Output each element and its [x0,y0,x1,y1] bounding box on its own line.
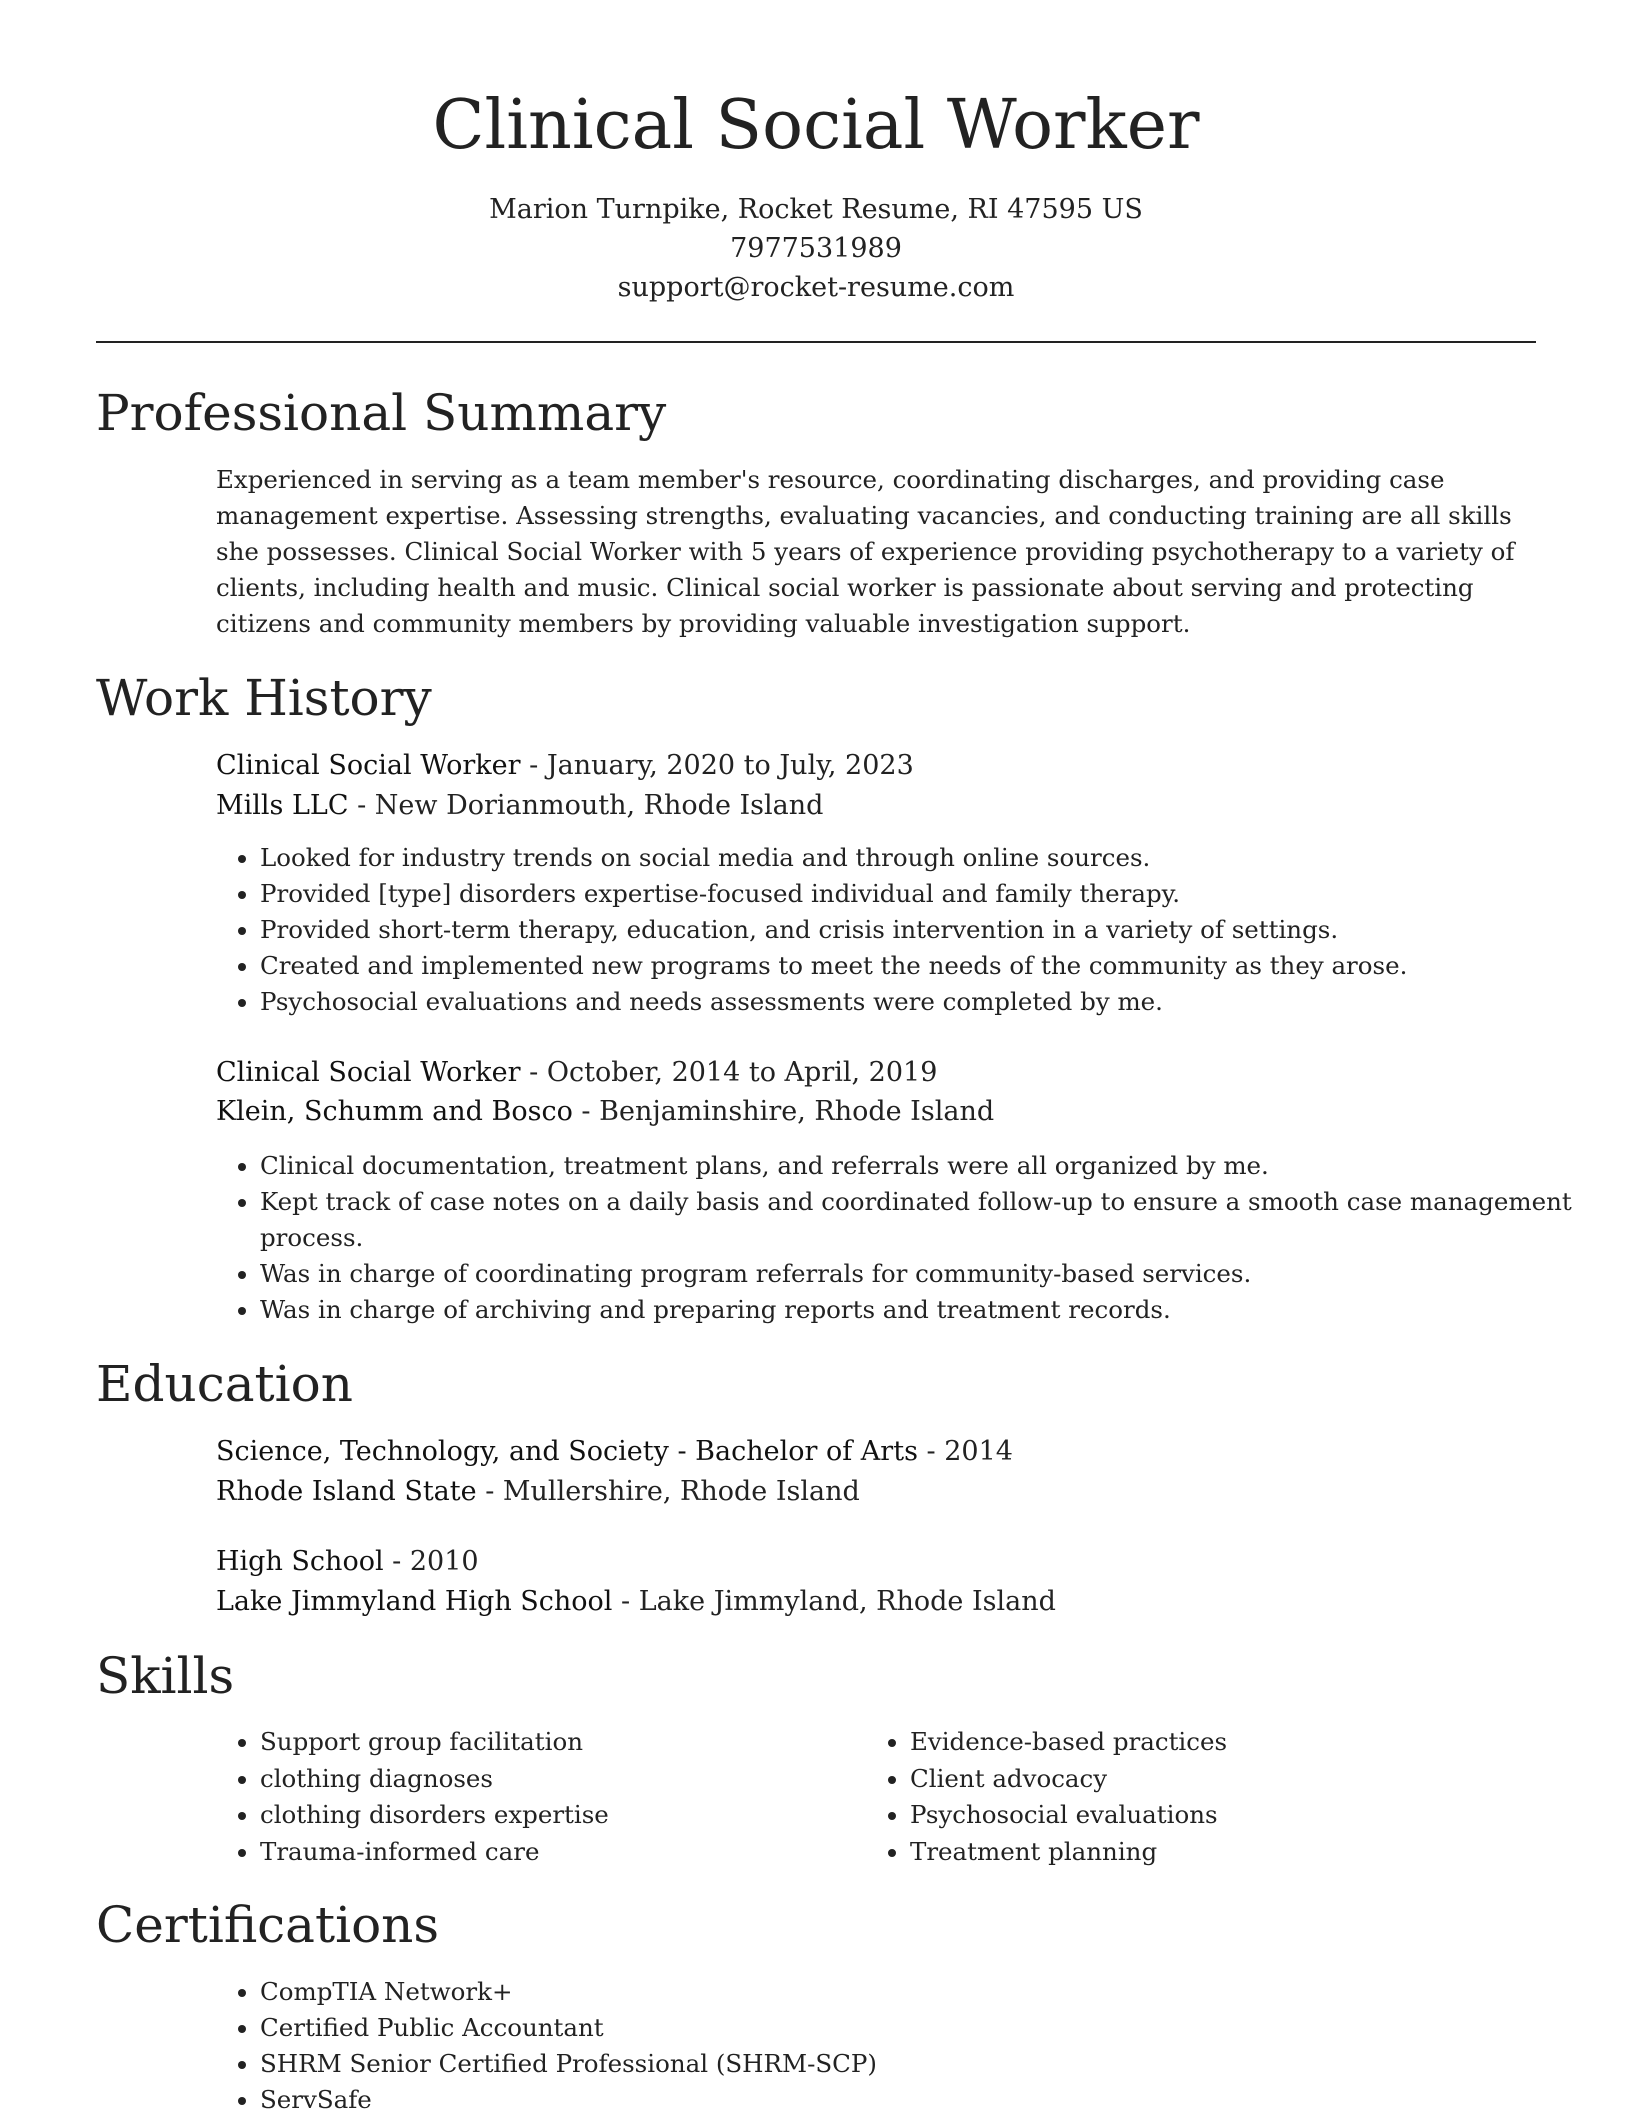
section-title-summary: Professional Summary [96,384,667,442]
skill-item: • Evidence-based practices [910,1724,1510,1761]
job-bullet: • Provided [type] disorders expertise-focused individual and family therapy. [260,876,1580,912]
job-bullet: • Was in charge of coordinating program referrals for community-based services. [260,1256,1580,1292]
certification-item: • CompTIA Network+ [260,1974,1580,2010]
job-bullets [216,1148,1580,1328]
education-school: Rhode Island State [216,1476,477,1507]
job-title-line [216,746,914,786]
summary-text: Experienced in serving as a team member's resource, coordinating discharges, and providing case management expertise. Assessing strengths, evaluating vacancies, and conducting training are all skills she possesses. Clinical Social Worker with 5 years of experience providing psychotherapy to a variety of clients, including health and music. Clinical social worker is passionate about serving and protecting citizens and community members by providing valuable investigation support. [216,465,1515,638]
job-bullet: • Created and implemented new programs to meet the needs of the community as they arose. [260,948,1580,984]
job-role: Clinical Social Worker [216,750,521,781]
skill-item: • Trauma-informed care [260,1834,860,1871]
education-year: - 2010 [383,1546,479,1577]
certification-item: • ServSafe [260,2082,1580,2118]
skill-item: • clothing diagnoses [260,1761,860,1798]
job-dates: - January, 2020 to July, 2023 [520,750,914,781]
job-bullet: • Psychosocial evaluations and needs assessments were completed by me. [260,984,1580,1020]
certification-item: • Certified Public Accountant [260,2010,1580,2046]
education-school-line [216,1582,1056,1622]
section-title-skills: Skills [96,1647,235,1705]
section-title-certifications: Certifications [96,1896,440,1954]
education-degree-line [216,1542,479,1582]
education-degree: High School [216,1546,384,1577]
job-company: Mills LLC [216,790,349,821]
job-bullet: • Provided short-term therapy, education, and crisis intervention in a variety of settings. [260,912,1580,948]
certification-item: • SHRM Senior Certified Professional (SHRM-SCP) [260,2046,1580,2082]
job-company-line [216,1092,994,1132]
job-company: Klein, Schumm and Bosco [216,1096,573,1127]
skill-item: • Psychosocial evaluations [910,1797,1510,1834]
skill-item: • clothing disorders expertise [260,1797,860,1834]
certifications-list [216,1974,1580,2118]
education-year: - 2014 [917,1436,1013,1467]
section-title-education: Education [96,1355,353,1413]
job-bullets [216,840,1580,1020]
header-divider [96,341,1536,343]
skills-list-right [866,1724,1510,1870]
job-title-line [216,1053,937,1093]
skill-item: • Treatment planning [910,1834,1510,1871]
education-location: - Lake Jimmyland, Rhode Island [612,1586,1056,1617]
skill-item: • Client advocacy [910,1761,1510,1798]
job-location: - Benjaminshire, Rhode Island [572,1096,995,1127]
job-bullet: • Clinical documentation, treatment plans, and referrals were all organized by me. [260,1148,1580,1184]
contact-email: support@rocket-resume.com [617,272,1015,303]
job-bullet: • Was in charge of archiving and preparing reports and treatment records. [260,1292,1580,1328]
contact-address: Marion Turnpike, Rocket Resume, RI 47595 US [489,194,1143,225]
education-school-line [216,1472,860,1512]
education-degree: Science, Technology, and Society - Bachelor of Arts [216,1436,918,1467]
resume-title: Clinical Social Worker [432,86,1200,165]
education-school: Lake Jimmyland High School [216,1586,613,1617]
education-degree-line [216,1432,1013,1472]
job-role: Clinical Social Worker [216,1057,521,1088]
job-location: - New Dorianmouth, Rhode Island [348,790,824,821]
contact-phone: 7977531989 [730,233,902,264]
job-company-line [216,786,823,826]
section-title-work-history: Work History [96,669,432,727]
job-bullet: • Kept track of case notes on a daily basis and coordinated follow-up to ensure a smooth case management process. [260,1184,1580,1256]
skill-item: • Support group facilitation [260,1724,860,1761]
education-location: - Mullershire, Rhode Island [476,1476,860,1507]
skills-list-left [216,1724,860,1870]
job-dates: - October, 2014 to April, 2019 [520,1057,938,1088]
job-bullet: • Looked for industry trends on social media and through online sources. [260,840,1580,876]
